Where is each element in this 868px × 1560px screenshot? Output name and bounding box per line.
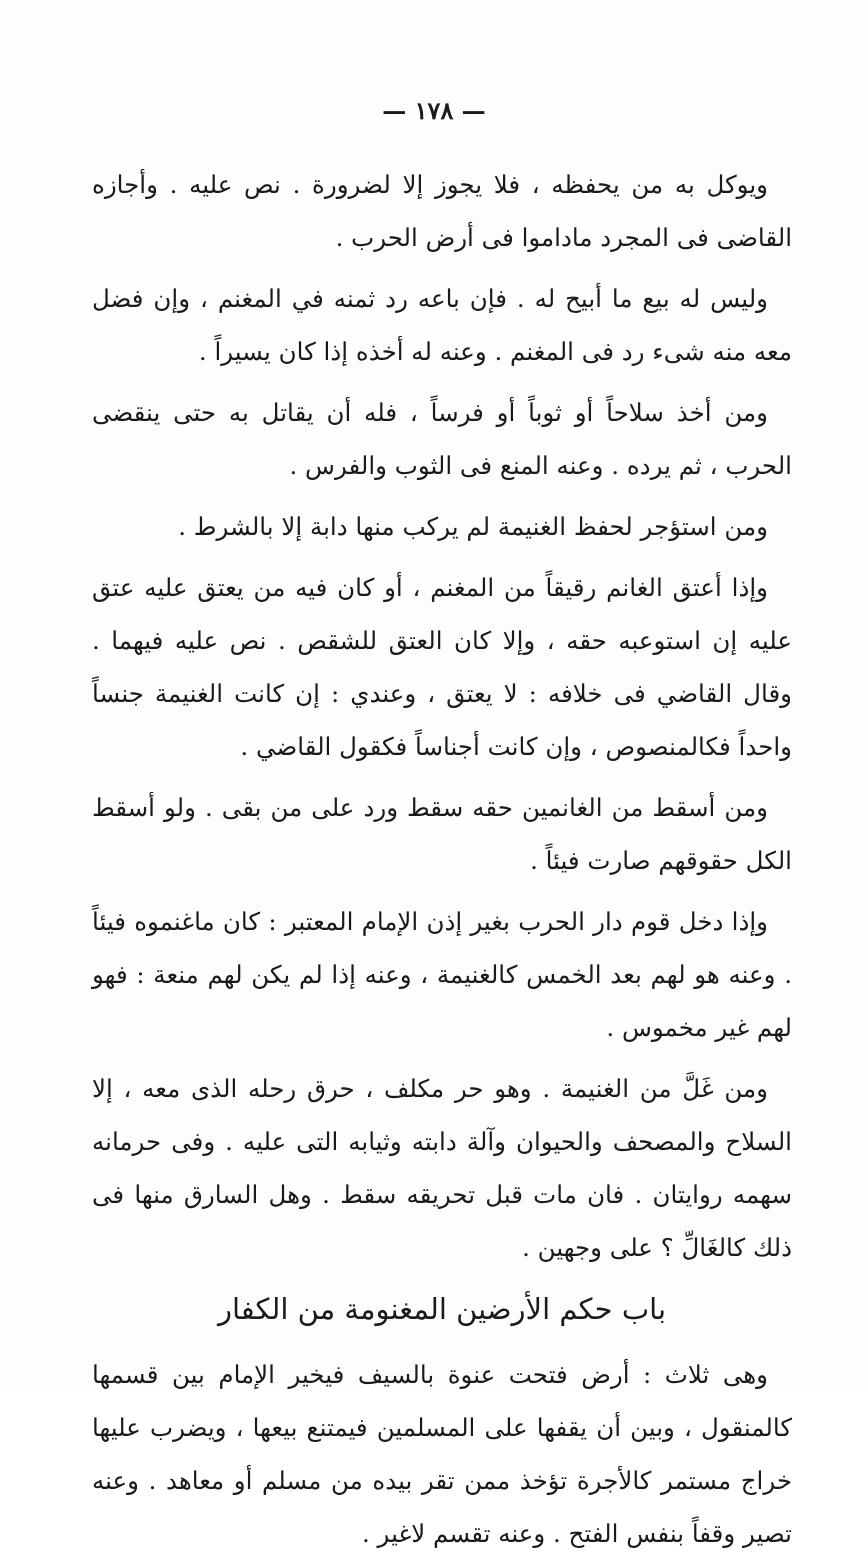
- paragraph-hired-guard: ومن استؤجر لحفظ الغنيمة لم يركب منها دابة إلا بالشرط .: [178, 512, 768, 541]
- body-text: [92, 158, 792, 1560]
- chapter-heading: باب حكم الأرضين المغنومة من الكفار: [217, 1292, 667, 1326]
- paragraph-ghulul: ومن غَلَّ من الغنيمة . وهو حر مكلف ، حرق رحله الذى معه ، إلا السلاح والمصحف والحيوان وآلة دابته وثيابه التى عليه . وفى حرمانه سهمه روايتان . فان مات قبل تحريقه سقط . وهل السارق منها فى ذلك كالغَالِّ ؟ على وجهين .: [92, 1074, 792, 1262]
- paragraph-guarding-food: ويوكل به من يحفظه ، فلا يجوز إلا لضرورة . نص عليه . وأجازه القاضى فى المجرد ماداموا فى أرض الحرب .: [92, 170, 792, 252]
- page-number: — ١٧٨ —: [382, 96, 486, 125]
- paragraph-entering-without-permission: وإذا دخل قوم دار الحرب بغير إذن الإمام المعتبر : كان ماغنموه فيئاً . وعنه هو لهم بعد الخمس كالغنيمة ، وعنه إذا لم يكن لهم منعة : فهو لهم غير مخموس .: [92, 907, 792, 1042]
- paragraph-selling-permitted: وليس له بيع ما أبيح له . فإن باعه رد ثمنه في المغنم ، وإن فضل معه منه شىء رد فى المغنم . وعنه له أخذه إذا كان يسيراً .: [92, 284, 792, 366]
- paragraph-waiving-share: ومن أسقط من الغانمين حقه سقط ورد على من بقى . ولو أسقط الكل حقوقهم صارت فيئاً .: [92, 793, 792, 875]
- paragraph-conquered-lands: وهى ثلاث : أرض فتحت عنوة بالسيف فيخير الإمام بين قسمها كالمنقول ، وبين أن يقفها على المسلمين فيمتنع بيعها ، ويضرب عليها خراج مستمر كالأجرة تؤخذ ممن تقر بيده من مسلم أو معاهد . وعنه تصير وقفاً بنفس الفتح . وعنه تقسم لاغير .: [92, 1360, 792, 1548]
- paragraph-weapon-horse: ومن أخذ سلاحاً أو ثوباً أو فرساً ، فله أن يقاتل به حتى ينقضى الحرب ، ثم يرده . وعنه المنع فى الثوب والفرس .: [92, 398, 792, 480]
- paragraph-freeing-slave: وإذا أعتق الغانم رقيقاً من المغنم ، أو كان فيه من يعتق عليه عتق عليه إن استوعبه حقه ، وإلا كان العتق للشقص . نص عليه فيهما . وقال القاضي فى خلافه : لا يعتق ، وعندي : إن كانت الغنيمة جنساً واحداً فكالمنصوص ، وإن كانت أجناساً فكقول القاضي .: [92, 573, 792, 761]
